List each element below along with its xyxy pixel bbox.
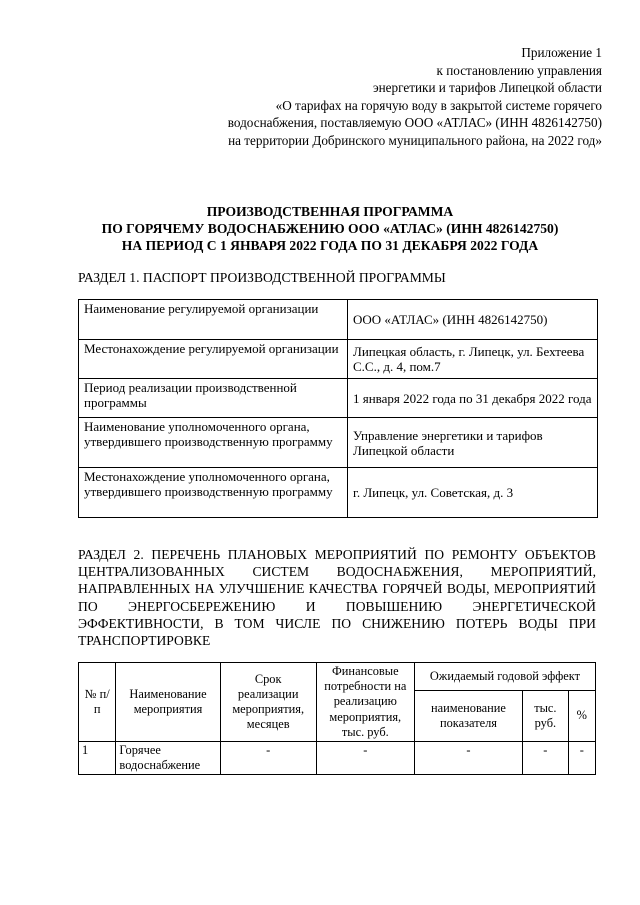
cell-term: - — [220, 742, 316, 775]
cell-finance: - — [316, 742, 414, 775]
header-thousand: тыс. руб. — [523, 690, 569, 741]
section1-heading: РАЗДЕЛ 1. ПАСПОРТ ПРОИЗВОДСТВЕННОЙ ПРОГРАММЫ — [78, 270, 446, 285]
title-line: НА ПЕРИОД С 1 ЯНВАРЯ 2022 ГОДА ПО 31 ДЕКАБРЯ 2022 ГОДА — [121, 238, 539, 253]
cell-num: 1 — [79, 742, 116, 775]
header-num: № п/п — [79, 663, 116, 742]
cell-thousand: - — [523, 742, 569, 775]
appendix-line: «О тарифах на горячую воду в закрытой системе горячего — [275, 97, 602, 113]
passport-value: ООО «АТЛАС» (ИНН 4826142750) — [348, 300, 598, 340]
cell-percent: - — [568, 742, 595, 775]
table-header-row — [79, 663, 596, 691]
header-name: Наименование мероприятия — [116, 663, 220, 742]
title-line: ПРОИЗВОДСТВЕННАЯ ПРОГРАММА — [206, 204, 454, 219]
plan-table — [78, 662, 596, 775]
table-row — [79, 340, 598, 379]
table-row — [79, 300, 598, 340]
table-row — [79, 742, 596, 775]
table-row — [79, 379, 598, 418]
appendix-line: водоснабжения, поставляемую ООО «АТЛАС» (ИНН 4826142750) — [227, 115, 602, 131]
table-row — [79, 418, 598, 468]
table-row — [79, 468, 598, 518]
title-line: ПО ГОРЯЧЕМУ ВОДОСНАБЖЕНИЮ ООО «АТЛАС» (ИНН 4826142750) — [101, 221, 559, 236]
passport-key: Местонахождение регулируемой организации — [79, 340, 348, 379]
passport-key: Местонахождение уполномоченного органа, утвердившего производственную программу — [79, 468, 348, 518]
appendix-line: энергетики и тарифов Липецкой области — [372, 80, 602, 96]
appendix-line: Приложение 1 — [521, 45, 602, 60]
passport-table — [78, 299, 598, 518]
cell-name: Горячее водоснабжение — [116, 742, 220, 775]
cell-indicator: - — [414, 742, 522, 775]
passport-key: Наименование уполномоченного органа, утвердившего производственную программу — [79, 418, 348, 468]
header-term: Срок реализации мероприятия, месяцев — [220, 663, 316, 742]
passport-value: Липецкая область, г. Липецк, ул. Бехтеева С.С., д. 4, пом.7 — [348, 340, 598, 379]
section2-heading: РАЗДЕЛ 2. ПЕРЕЧЕНЬ ПЛАНОВЫХ МЕРОПРИЯТИЙ ПО РЕМОНТУ ОБЪЕКТОВ ЦЕНТРАЛИЗОВАННЫХ СИСТЕМ ВОДОСНАБЖЕНИЯ, МЕРОПРИЯТИЙ, НАПРАВЛЕННЫХ НА УЛУЧШЕНИЕ КАЧЕСТВА ГОРЯЧЕЙ ВОДЫ, МЕРОПРИЯТИЙ ПО ЭНЕРГОСБЕРЕЖЕНИЮ И ПОВЫШЕНИЮ ЭНЕРГЕТИЧЕСКОЙ ЭФФЕКТИВНОСТИ, В ТОМ ЧИСЛЕ ПО СНИЖЕНИЮ ПОТЕРЬ ВОДЫ ПРИ ТРАНСПОРТИРОВКЕ — [78, 547, 596, 649]
document-title — [40, 203, 620, 254]
appendix-block — [122, 44, 602, 150]
passport-key: Период реализации производственной программы — [79, 379, 348, 418]
passport-value: г. Липецк, ул. Советская, д. 3 — [348, 468, 598, 518]
header-effect: Ожидаемый годовой эффект — [414, 663, 595, 691]
passport-value: 1 января 2022 года по 31 декабря 2022 года — [348, 379, 598, 418]
appendix-line: к постановлению управления — [436, 62, 602, 78]
passport-value: Управление энергетики и тарифов Липецкой области — [348, 418, 598, 468]
passport-key: Наименование регулируемой организации — [79, 300, 348, 340]
appendix-line: на территории Добринского муниципального района, на 2022 год» — [228, 132, 602, 148]
header-indicator: наименование показателя — [414, 690, 522, 741]
header-finance: Финансовые потребности на реализацию мероприятия, тыс. руб. — [316, 663, 414, 742]
header-percent: % — [568, 690, 595, 741]
